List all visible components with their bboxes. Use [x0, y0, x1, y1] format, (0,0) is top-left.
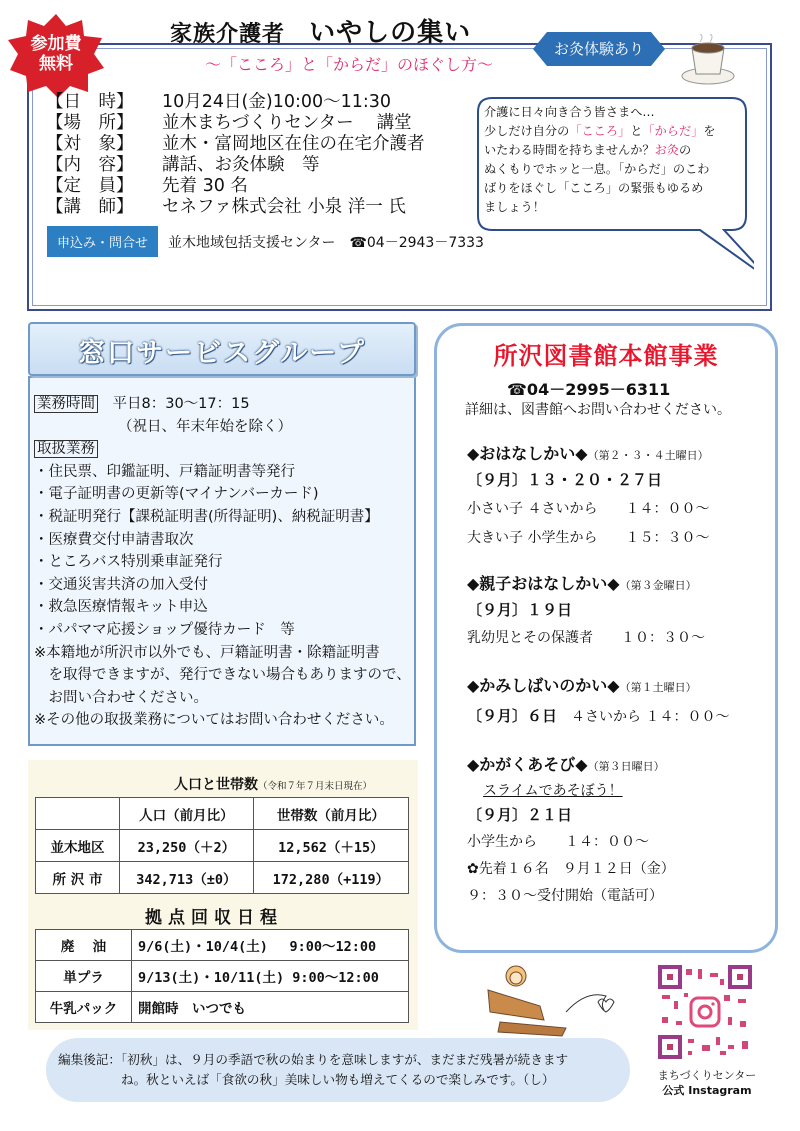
event-heading: ◆かみしばいのかい◆	[467, 676, 620, 695]
detail-label: 【対 象】	[46, 134, 134, 154]
population-title	[174, 774, 372, 794]
table-row	[36, 862, 409, 894]
task-item: ・交通災害共済の加入受付	[34, 576, 208, 593]
detail-place-row	[46, 113, 425, 134]
population-title-text: 人口と世帯数	[174, 777, 258, 793]
detail-value: 講話、お灸体験 等	[162, 155, 320, 175]
bubble-line	[484, 122, 736, 141]
bubble-fragment: いたわる時間を持ちませんか？	[484, 143, 655, 157]
table-cell: 所 沢 市	[36, 862, 120, 894]
contact-label: 申込み・問合せ	[47, 226, 158, 257]
table-cell: 単プラ	[36, 961, 132, 992]
service-note: ※本籍地が所沢市以外でも、戸籍証明書・除籍証明書	[34, 644, 380, 661]
table-cell: 牛乳パック	[36, 992, 132, 1023]
table-row	[36, 930, 409, 961]
badge-text	[8, 34, 104, 74]
event-ohanashi	[467, 442, 731, 550]
table-row	[36, 961, 409, 992]
event-kamishibai	[467, 674, 731, 729]
event-subtitle: ～「こころ」と「からだ」のほぐし方～	[205, 55, 494, 74]
event-line: 小さい子 ４さいから １４：００～	[467, 501, 710, 517]
moxa-tag-label: お灸体験あり	[553, 40, 644, 58]
service-note: を取得できますが、発行できない場合もありますので、	[34, 667, 411, 684]
detail-value: 先着 30 名	[162, 176, 248, 196]
library-info: 詳細は、図書館へお問い合わせください。	[465, 402, 731, 418]
qr-caption	[645, 1068, 769, 1098]
library-body	[467, 378, 731, 908]
table-cell: 9/13(土)・10/11(土) 9:00～12:00	[132, 961, 409, 992]
contact-phone: 並木地域包括支援センター ☎04－2943－7333	[168, 234, 484, 251]
event-line: 乳幼児とその保護者 １０：３０～	[467, 630, 705, 646]
table-cell: 172,280（+119）	[253, 862, 408, 894]
table-cell: 9/6(土)・10/4(土) 9:00～12:00	[132, 930, 409, 961]
event-heading-note: （第３金曜日）	[619, 579, 697, 592]
table-cell: 開館時 いつでも	[132, 992, 409, 1023]
table-cell: 12,562（＋15）	[253, 830, 408, 862]
detail-label: 【内 容】	[46, 155, 134, 175]
note-line: 編集後記：「初秋」は、９月の季語で秋の始まりを意味しますが、まだまだ残暑が続きます	[58, 1052, 569, 1067]
editorial-note	[58, 1050, 628, 1090]
free-badge	[8, 14, 104, 98]
table-row	[36, 830, 409, 862]
event-line: ４さいから １４：００～	[571, 709, 730, 725]
qr-code-icon	[658, 965, 752, 1059]
badge-line-1: 参加費	[30, 34, 82, 54]
bubble-fragment: 少しだけ自分の	[484, 124, 570, 138]
detail-date-row	[46, 92, 425, 113]
task-item: ・救急医療情報キット申込	[34, 599, 208, 616]
event-heading: ◆かがくあそび◆	[467, 755, 588, 774]
bubble-line	[484, 141, 736, 160]
event-title-part2: いやしの集い	[309, 18, 472, 48]
service-body	[34, 393, 411, 732]
hours-label: 業務時間	[34, 395, 98, 413]
task-item: ・医療費交付申請書取次	[34, 531, 194, 548]
detail-lecturer-row	[46, 197, 425, 218]
service-note: お問い合わせください。	[34, 689, 208, 706]
event-date: 〔９月〕６日	[467, 707, 558, 725]
task-item: ・ところバス特別乗車証発行	[34, 554, 223, 571]
event-date: 〔９月〕１９日	[467, 601, 573, 619]
moxa-cup-icon	[680, 34, 736, 86]
event-date: 〔９月〕２１日	[467, 806, 573, 824]
table-cell: 並木地区	[36, 830, 120, 862]
note-line: ね。秋といえば「食欲の秋」美味しい物も増えてくるので楽しみです。（し）	[58, 1072, 555, 1087]
bubble-fragment: 「からだ」	[642, 124, 704, 138]
airplane-illustration-icon	[470, 962, 620, 1042]
population-title-note: （令和７年７月末日現在）	[258, 781, 373, 792]
bubble-line: ぬくもりでホッと一息。「からだ」のこわ	[484, 162, 710, 176]
qr-caption-line: 公式 Instagram	[662, 1084, 752, 1097]
detail-content-row	[46, 155, 425, 176]
detail-value: セネファ株式会社 小泉 洋一 氏	[162, 197, 406, 217]
event-heading-note: （第３日曜日）	[587, 760, 665, 773]
bubble-fragment: 「こころ」	[569, 124, 631, 138]
event-line: 小学生から １４：００～	[467, 834, 649, 850]
event-line: 大きい子 小学生から １５：３０～	[467, 530, 710, 546]
detail-value: 並木・富岡地区在住の在宅介護者	[162, 134, 425, 154]
table-row	[36, 992, 409, 1023]
hours-row	[34, 393, 411, 416]
task-item: ・住民票、印鑑証明、戸籍証明書等発行	[34, 463, 295, 480]
detail-target-row	[46, 134, 425, 155]
speech-bubble	[474, 96, 754, 236]
service-header	[28, 322, 416, 376]
detail-label: 【日 時】	[46, 92, 134, 112]
event-oyako	[467, 572, 731, 650]
event-kagaku	[467, 753, 731, 908]
detail-label: 【講 師】	[46, 197, 134, 217]
recycling-table	[35, 929, 409, 1023]
recycling-title: 拠点回収日程	[145, 908, 283, 928]
bubble-fragment: を	[703, 124, 716, 138]
service-header-title: 窓口サービスグループ	[78, 338, 366, 369]
service-note: ※その他の取扱業務についてはお問い合わせください。	[34, 712, 394, 729]
qr-caption-line: まちづくりセンター	[657, 1069, 757, 1082]
table-cell: 廃 油	[36, 930, 132, 961]
event-heading-note: （第１土曜日）	[619, 681, 697, 694]
event-subheading: スライムであそぼう！	[483, 783, 623, 799]
library-phone: ☎04－2995－6311	[507, 380, 671, 399]
detail-label: 【場 所】	[46, 113, 134, 133]
detail-value: 10月24日(金)10:00～11:30	[162, 92, 392, 112]
table-header: 世帯数（前月比）	[253, 798, 408, 830]
event-heading-note: （第２・３・４土曜日）	[587, 449, 709, 462]
bubble-line: ましょう！	[484, 200, 545, 214]
moxa-tag	[533, 32, 665, 66]
event-line: ９：３０～受付開始（電話可）	[467, 888, 663, 904]
population-table	[35, 797, 409, 894]
table-cell: 342,713（±0）	[120, 862, 254, 894]
detail-value: 並木まちづくりセンター 講堂	[162, 113, 412, 133]
detail-capacity-row	[46, 176, 425, 197]
hours-value: 平日8：30～17：15	[112, 396, 250, 412]
event-heading: ◆親子おはなしかい◆	[467, 574, 620, 593]
hours-note: （祝日、年末年始を除く）	[118, 418, 292, 435]
bubble-line: ばりをほぐし「こころ」の緊張もゆるめ	[484, 181, 704, 195]
contact-bar	[47, 226, 484, 257]
badge-line-2: 無料	[39, 54, 73, 74]
task-item: ・パパママ応援ショップ優待カード 等	[34, 621, 295, 638]
bubble-fragment: と	[630, 124, 643, 138]
task-item: ・電子証明書の更新等(マイナンバーカード)	[34, 486, 319, 503]
library-title: 所沢図書館本館事業	[493, 342, 719, 370]
bubble-fragment: お灸	[654, 143, 679, 157]
bubble-fragment: の	[679, 143, 692, 157]
table-header-row	[36, 798, 409, 830]
table-cell: 23,250（＋2）	[120, 830, 254, 862]
table-header	[36, 798, 120, 830]
table-header: 人口（前月比）	[120, 798, 254, 830]
event-title-part1: 家族介護者	[170, 22, 286, 47]
event-title	[170, 12, 471, 49]
event-details	[46, 92, 425, 218]
event-line: ✿先着１６名 ９月１２日（金）	[467, 861, 675, 877]
event-date: 〔９月〕１３・２０・２７日	[467, 471, 663, 489]
event-heading: ◆おはなしかい◆	[467, 444, 588, 463]
tasks-label: 取扱業務	[34, 440, 98, 458]
task-item: ・税証明発行【課税証明書(所得証明)、納税証明書】	[34, 508, 379, 525]
bubble-line: 介護に日々向き合う皆さまへ…	[484, 105, 655, 119]
bubble-text	[484, 103, 736, 217]
detail-label: 【定 員】	[46, 176, 134, 196]
